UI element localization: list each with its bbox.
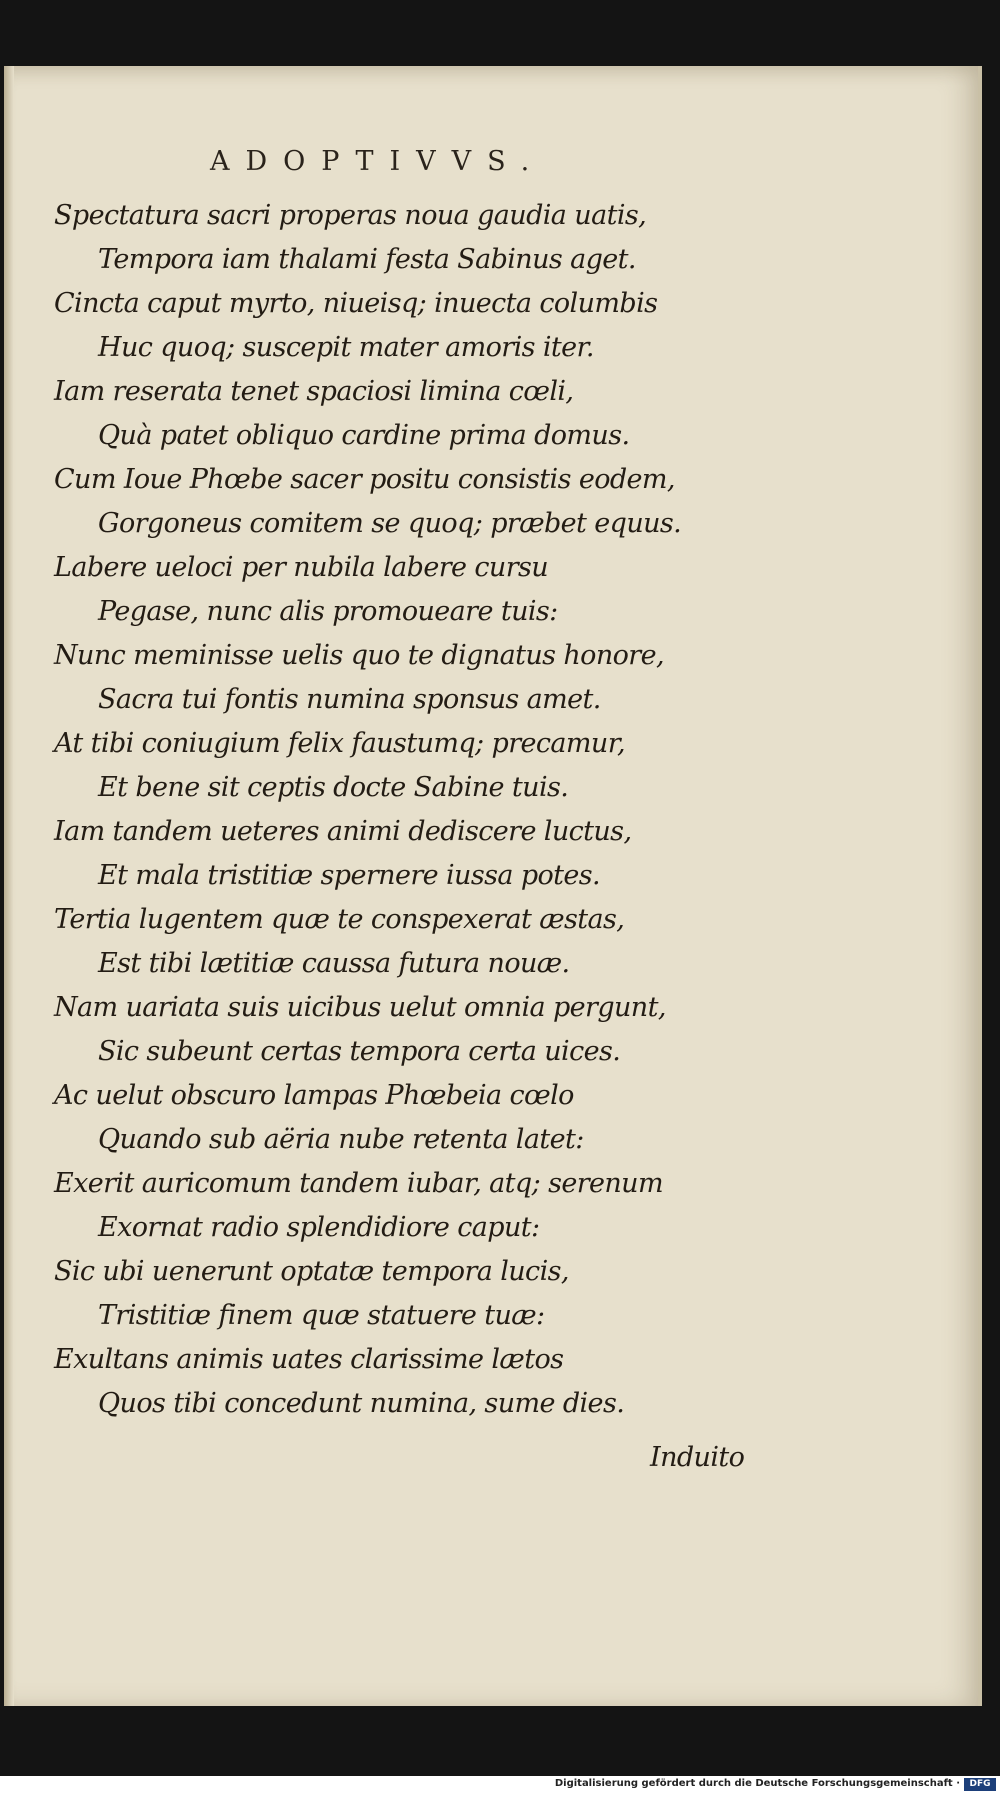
- verse-line: Nunc meminisse uelis quo te dignatus honore,: [54, 640, 664, 671]
- verse-line: Tempora iam thalami festa Sabinus aget.: [98, 244, 636, 275]
- verse-line: Ac uelut obscuro lampas Phœbeia cœlo: [54, 1080, 574, 1111]
- verse-line: Tristitiæ finem quæ statuere tuæ:: [98, 1300, 545, 1331]
- verse-line: Et mala tristitiæ spernere iussa potes.: [98, 860, 601, 891]
- catchword: Induito: [650, 1442, 745, 1473]
- verse-line: Quando sub aëria nube retenta latet:: [98, 1124, 584, 1155]
- verse-line: Cum Ioue Phœbe sacer positu consistis eodem,: [54, 464, 675, 495]
- book-page: [4, 66, 982, 1706]
- funding-credit: Digitalisierung gefördert durch die Deutsche Forschungsgemeinschaft ·: [554, 1778, 960, 1789]
- dfg-logo: DFG: [964, 1778, 996, 1791]
- verse-line: Iam tandem ueteres animi dediscere luctus,: [54, 816, 632, 847]
- verse-line: Huc quoq; suscepit mater amoris iter.: [98, 332, 594, 363]
- verse-line: Est tibi lætitiæ caussa futura nouæ.: [98, 948, 570, 979]
- verse-line: Tertia lugentem quæ te conspexerat æstas,: [54, 904, 625, 935]
- verse-line: Cincta caput myrto, niueisq; inuecta columbis: [54, 288, 658, 319]
- verse-line: Et bene sit ceptis docte Sabine tuis.: [98, 772, 569, 803]
- verse-line: Nam uariata suis uicibus uelut omnia pergunt,: [54, 992, 666, 1023]
- verse-line: Sic subeunt certas tempora certa uices.: [98, 1036, 621, 1067]
- poem-text: [54, 194, 954, 1426]
- digitization-footer: [0, 1776, 1000, 1794]
- running-head: ADOPTIVVS.: [210, 146, 546, 177]
- verse-line: Quos tibi concedunt numina, sume dies.: [98, 1388, 625, 1419]
- verse-line: At tibi coniugium felix faustumq; precamur,: [54, 728, 626, 759]
- verse-line: Gorgoneus comitem se quoq; præbet equus.: [98, 508, 682, 539]
- verse-line: Exultans animis uates clarissime lætos: [54, 1344, 564, 1375]
- page-gutter-shadow: [4, 66, 14, 1706]
- verse-line: Sic ubi uenerunt optatæ tempora lucis,: [54, 1256, 569, 1287]
- verse-line: Quà patet obliquo cardine prima domus.: [98, 420, 630, 451]
- verse-line: Pegase, nunc alis promoueare tuis:: [98, 596, 558, 627]
- verse-line: Spectatura sacri properas noua gaudia uatis,: [54, 200, 647, 231]
- verse-line: Labere ueloci per nubila labere cursu: [54, 552, 549, 583]
- verse-line: Sacra tui fontis numina sponsus amet.: [98, 684, 601, 715]
- verse-line: Iam reserata tenet spaciosi limina cœli,: [54, 376, 574, 407]
- verse-line: Exornat radio splendidiore caput:: [98, 1212, 540, 1243]
- verse-line: Exerit auricomum tandem iubar, atq; serenum: [54, 1168, 663, 1199]
